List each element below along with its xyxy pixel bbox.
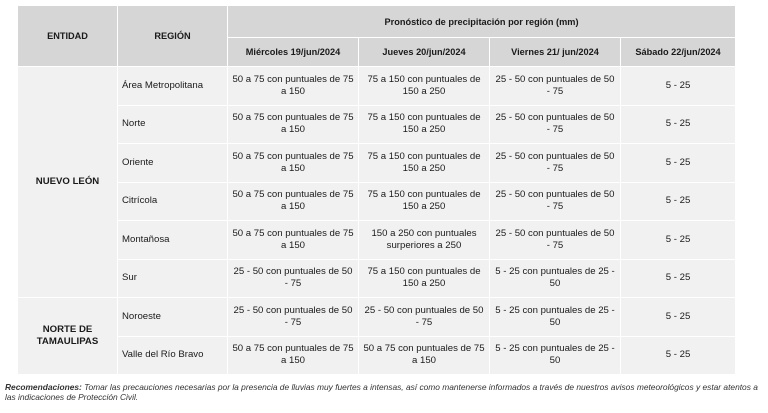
forecast-cell: 150 a 250 con puntuales surperiores a 250	[359, 221, 490, 260]
forecast-cell: 75 a 150 con puntuales de 150 a 250	[359, 105, 490, 144]
entidad-cell: NUEVO LEÓN	[18, 67, 118, 298]
precipitation-forecast-table	[17, 5, 736, 375]
header-day-2: Jueves 20/jun/2024	[359, 38, 490, 67]
forecast-cell: 50 a 75 con puntuales de 75 a 150	[228, 105, 359, 144]
table-row	[18, 221, 736, 260]
forecast-cell: 5 - 25 con puntuales de 25 - 50	[490, 298, 621, 337]
entidad-cell: NORTE DE TAMAULIPAS	[18, 298, 118, 375]
region-cell: Valle del Río Bravo	[118, 336, 228, 375]
table-row	[18, 336, 736, 375]
region-cell: Sur	[118, 259, 228, 298]
table-row	[18, 105, 736, 144]
forecast-cell: 25 - 50 con puntuales de 50 - 75	[228, 259, 359, 298]
header-forecast-group: Pronóstico de precipitación por región (mm)	[228, 6, 736, 38]
forecast-cell: 25 - 50 con puntuales de 50 - 75	[490, 221, 621, 260]
region-cell: Oriente	[118, 144, 228, 183]
forecast-cell: 25 - 50 con puntuales de 50 - 75	[490, 105, 621, 144]
forecast-cell: 75 a 150 con puntuales de 150 a 250	[359, 67, 490, 106]
region-cell: Montañosa	[118, 221, 228, 260]
recommendations-note	[5, 382, 765, 402]
forecast-cell: 5 - 25	[621, 144, 736, 183]
table-row	[18, 67, 736, 106]
table-row	[18, 182, 736, 221]
forecast-cell: 75 a 150 con puntuales de 150 a 250	[359, 182, 490, 221]
forecast-cell: 75 a 150 con puntuales de 150 a 250	[359, 144, 490, 183]
region-cell: Área Metropolitana	[118, 67, 228, 106]
forecast-cell: 25 - 50 con puntuales de 50 - 75	[490, 182, 621, 221]
table-row	[18, 259, 736, 298]
header-region: REGIÓN	[118, 6, 228, 67]
forecast-cell: 50 a 75 con puntuales de 75 a 150	[228, 182, 359, 221]
recommendations-label: Recomendaciones:	[5, 382, 82, 392]
forecast-cell: 25 - 50 con puntuales de 50 - 75	[490, 67, 621, 106]
forecast-cell: 5 - 25 con puntuales de 25 - 50	[490, 259, 621, 298]
forecast-cell: 50 a 75 con puntuales de 75 a 150	[228, 221, 359, 260]
header-entidad: ENTIDAD	[18, 6, 118, 67]
forecast-cell: 5 - 25 con puntuales de 25 - 50	[490, 336, 621, 375]
forecast-cell: 5 - 25	[621, 221, 736, 260]
table-row	[18, 298, 736, 337]
recommendations-text: Tomar las precauciones necesarias por la presencia de lluvias muy fuertes a intensas, así como mantenerse informados a través de nuestros avisos meteorológicos y estar atentos a las indicaciones de Protección Civil.	[5, 382, 758, 402]
region-cell: Citrícola	[118, 182, 228, 221]
forecast-cell: 75 a 150 con puntuales de 150 a 250	[359, 259, 490, 298]
forecast-cell: 25 - 50 con puntuales de 50 - 75	[359, 298, 490, 337]
forecast-cell: 50 a 75 con puntuales de 75 a 150	[228, 67, 359, 106]
forecast-cell: 25 - 50 con puntuales de 50 - 75	[490, 144, 621, 183]
forecast-cell: 25 - 50 con puntuales de 50 - 75	[228, 298, 359, 337]
header-day-4: Sábado 22/jun/2024	[621, 38, 736, 67]
forecast-cell: 50 a 75 con puntuales de 75 a 150	[228, 144, 359, 183]
region-cell: Noroeste	[118, 298, 228, 337]
forecast-cell: 5 - 25	[621, 336, 736, 375]
header-day-3: Viernes 21/ jun/2024	[490, 38, 621, 67]
table-row	[18, 144, 736, 183]
header-day-1: Miércoles 19/jun/2024	[228, 38, 359, 67]
forecast-cell: 50 a 75 con puntuales de 75 a 150	[359, 336, 490, 375]
region-cell: Norte	[118, 105, 228, 144]
forecast-cell: 5 - 25	[621, 259, 736, 298]
forecast-cell: 5 - 25	[621, 298, 736, 337]
forecast-cell: 5 - 25	[621, 67, 736, 106]
forecast-cell: 5 - 25	[621, 182, 736, 221]
forecast-cell: 50 a 75 con puntuales de 75 a 150	[228, 336, 359, 375]
forecast-cell: 5 - 25	[621, 105, 736, 144]
